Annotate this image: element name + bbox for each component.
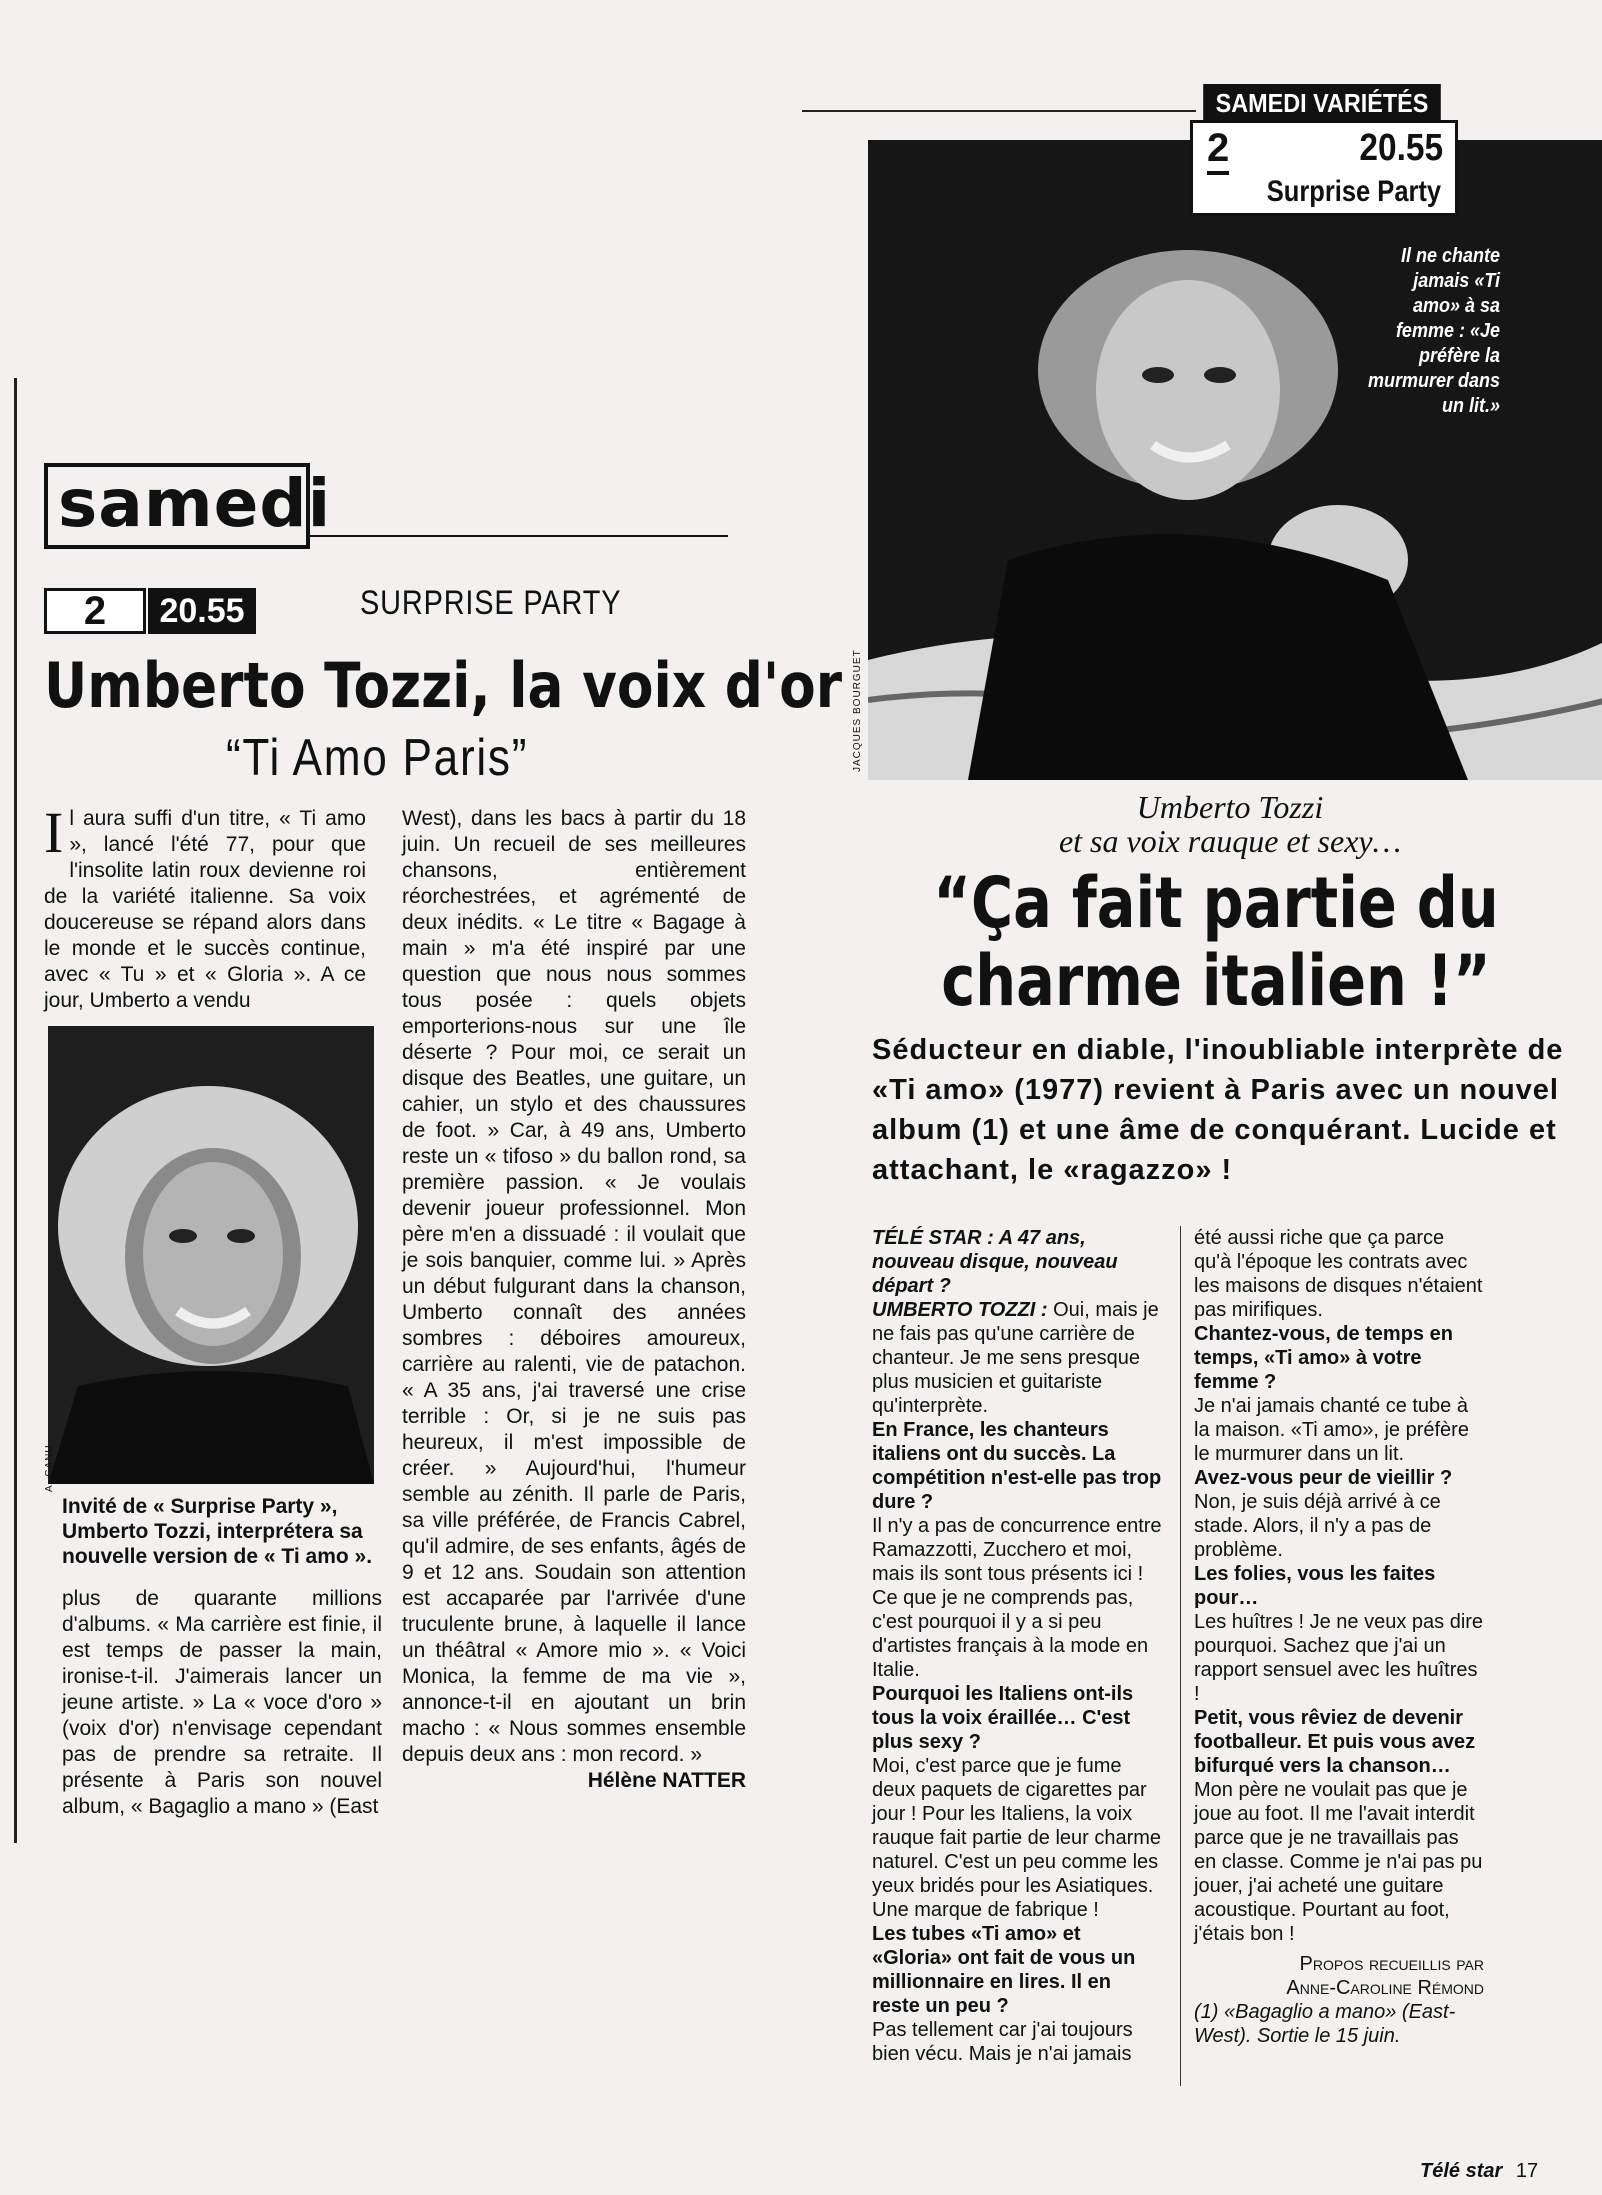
qa-item	[872, 1226, 1164, 1298]
drop-cap: I	[44, 800, 64, 865]
interview-column-1	[872, 1226, 1164, 2066]
article-headline: Umberto Tozzi, la voix d'or	[44, 649, 843, 722]
question: Pourquoi les Italiens ont-ils tous la voix éraillée… C'est plus sexy ?	[872, 1683, 1134, 1753]
footnote: (1) «Bagaglio a mano» (East-West). Sortie le 15 juin.	[1194, 2001, 1456, 2047]
day-label: samedi	[44, 463, 310, 549]
question: Les tubes «Ti amo» et «Gloria» ont fait de vous un millionnaire en lires. Il en reste un peu ?	[872, 1923, 1136, 2017]
photo-quote: Il ne chante jamais «Ti amo» à sa femme : «Je préfère la murmurer dans un lit.»	[1367, 245, 1500, 417]
qa-item	[872, 1418, 1164, 1514]
broadcast-time: 20.55	[1359, 127, 1443, 169]
kicker-line: et sa voix rauque et sexy…	[1058, 823, 1402, 859]
signature-name: Anne-Caroline Rémond	[1286, 1977, 1484, 1999]
question: Petit, vous rêviez de devenir footballeur. Et puis vous avez bifurqué vers la chanson…	[1194, 1707, 1476, 1777]
qa-item	[872, 1298, 1164, 1418]
interview-column-2	[1194, 1226, 1484, 2048]
body-text: plus de quarante millions d'albums. « Ma carrière est finie, il est temps de passer la main, ironise-t-il. J'aimerais lancer un jeune artiste. » La « voce d'oro » (voix d'or) n'envisage cependant pas de prendre sa retraite. Il présente à Paris son nouvel album, « Bagaglio a mano » (East	[62, 1587, 382, 1818]
right-photo-credit: JACQUES BOURGUET	[852, 649, 863, 772]
article-kicker	[880, 790, 1580, 858]
broadcast-time: 20.55	[148, 588, 256, 634]
left-photo-credit: A. CANU	[44, 1444, 55, 1492]
answer: Les huîtres ! Je ne veux pas dire pourquoi. Sachez que j'ai un rapport sensuel avec les huîtres !	[1194, 1611, 1484, 1705]
question: Avez-vous peur de vieillir ?	[1194, 1467, 1453, 1489]
magazine-footer	[1420, 2160, 1538, 2183]
body-text: West), dans les bacs à partir du 18 juin. Un recueil de ses meilleures chansons, entièrement réorchestrées, et agrémenté de deux inédits. « Le titre « Bagage à main » m'a été inspiré par une question que nous nous sommes tous posée : quels objets emporterions-nous sur une île déserte ? Pour moi, ce serait un disque des Beatles, une guitare, un cahier, un stylo et des chaussures de foot. » Car, à 49 ans, Umberto reste un « tifoso » du ballon rond, sa première passion. « Je voulais devenir joueur professionnel. Mon père m'en a dissuadé : il voulait que je sois banquier, comme lui. » Après un début fulgurant dans la chanson, Umberto connaît des années sombres : déboires amoureux, carrière au ralenti, vie de patachon. « A 35 ans, j'ai traversé une crise terrible : Or, si je ne suis pas heureux, il m'est impossible de créer. » Aujourd'hui, l'humeur semble au zénith. Il parle de Paris, sa ville préférée, de Francis Cabrel, qu'il admire, de ses enfants, âgés de 9 et 12 ans. Soudain son attention est accaparée par l'arrivée d'une truculente brune, à laquelle il lance un théâtral « Amore mio ». « Voici Monica, la femme de ma vie », annonce-t-il en ajoutant un brin macho : « Nous sommes ensemble depuis deux ans : mon record. »	[402, 807, 746, 1766]
answer: Non, je suis déjà arrivé à ce stade. Alors, il n'y a pas de problème.	[1194, 1491, 1441, 1561]
qa-item	[872, 1922, 1164, 2018]
left-column-2	[402, 806, 746, 1794]
channel-logo: 2	[44, 588, 146, 634]
kicker-line: Umberto Tozzi	[1136, 789, 1324, 825]
body-text: l aura suffi d'un titre, « Ti amo », lancé l'été 77, pour que l'insolite latin roux devienne roi de la variété italienne. Sa voix doucereuse se répand alors dans le monde et le succès continue, avec « Tu » et « Gloria ». A ce jour, Umberto a vendu	[44, 807, 366, 1012]
left-column-1-top	[44, 800, 366, 1014]
question: En France, les chanteurs italiens ont du succès. La compétition n'est-elle pas trop dure ?	[872, 1419, 1162, 1513]
title-line: charme italien !”	[941, 940, 1491, 1022]
umberto-photo-left	[48, 1026, 374, 1484]
answer: Moi, c'est parce que je fume deux paquets de cigarettes par jour ! Pour les Italiens, la voix rauque fait partie de leur charme naturel. C'est un peu comme les yeux bridés pour les Asiatiques. Une marque de fabrique !	[872, 1755, 1162, 1921]
answer: Pas tellement car j'ai toujours bien vécu. Mais je n'ai jamais	[872, 2019, 1133, 2065]
section-tag: SAMEDI VARIÉTÉS	[1203, 84, 1441, 122]
top-rule	[802, 110, 1196, 112]
magazine-name: Télé star	[1420, 2160, 1503, 2182]
title-line: “Ça fait partie du	[933, 862, 1499, 944]
column-divider	[1180, 1226, 1181, 2086]
header-rule	[310, 535, 728, 537]
program-name: Surprise Party	[1266, 175, 1441, 208]
program-box	[1190, 120, 1458, 216]
article-author: Hélène NATTER	[587, 1769, 746, 1792]
article-subhead: “Ti Amo Paris”	[226, 729, 529, 787]
left-column-1-bottom	[62, 1586, 382, 1820]
question: Les folies, vous les faites pour…	[1194, 1563, 1436, 1609]
article-title	[904, 864, 1527, 1020]
signature-line: Propos recueillis par	[1299, 1953, 1484, 1975]
answer: Oui, mais je ne fais pas qu'une carrière de chanteur. Je me sens presque plus musicien et guitariste qu'interprète.	[872, 1299, 1159, 1417]
photo-caption: Invité de « Surprise Party », Umberto Tozzi, interprétera sa nouvelle version de « Ti amo ».	[62, 1495, 373, 1568]
question: UMBERTO TOZZI :	[872, 1299, 1048, 1321]
portrait-image	[868, 140, 1602, 780]
page-number: 17	[1515, 2160, 1539, 2182]
umberto-photo-right	[868, 140, 1602, 780]
article-intro: Séducteur en diable, l'inoubliable interprète de «Ti amo» (1977) revient à Paris avec un nouvel album (1) et une âme de conquérant. Lucide et attachant, le «ragazzo» !	[872, 1034, 1564, 1186]
channel-logo: 2	[1207, 125, 1229, 175]
answer: Mon père ne voulait pas que je joue au foot. Il me l'avait interdit parce que je ne travaillais pas en classe. Comme je n'ai pas pu jouer, j'ai acheté une guitare acoustique. Pourtant au foot, j'étais bon !	[1194, 1779, 1483, 1945]
question: Chantez-vous, de temps en temps, «Ti amo» à votre femme ?	[1194, 1323, 1453, 1393]
program-name: SURPRISE PARTY	[360, 584, 622, 622]
answer: Il n'y a pas de concurrence entre Ramazzotti, Zucchero et moi, mais ils sont tous présents ici ! Ce que je ne comprends pas, c'est pourquoi il y a si peu d'artistes français à la mode en Italie.	[872, 1515, 1162, 1681]
portrait-image	[48, 1026, 374, 1484]
question: TÉLÉ STAR : A 47 ans, nouveau disque, nouveau départ ?	[872, 1227, 1118, 1297]
qa-item	[872, 1682, 1164, 1754]
answer: été aussi riche que ça parce qu'à l'époque les contrats avec les maisons de disques n'étaient pas mirifiques.	[1194, 1227, 1483, 1321]
answer: Je n'ai jamais chanté ce tube à la maison. «Ti amo», je préfère le murmurer dans un lit.	[1194, 1395, 1469, 1465]
